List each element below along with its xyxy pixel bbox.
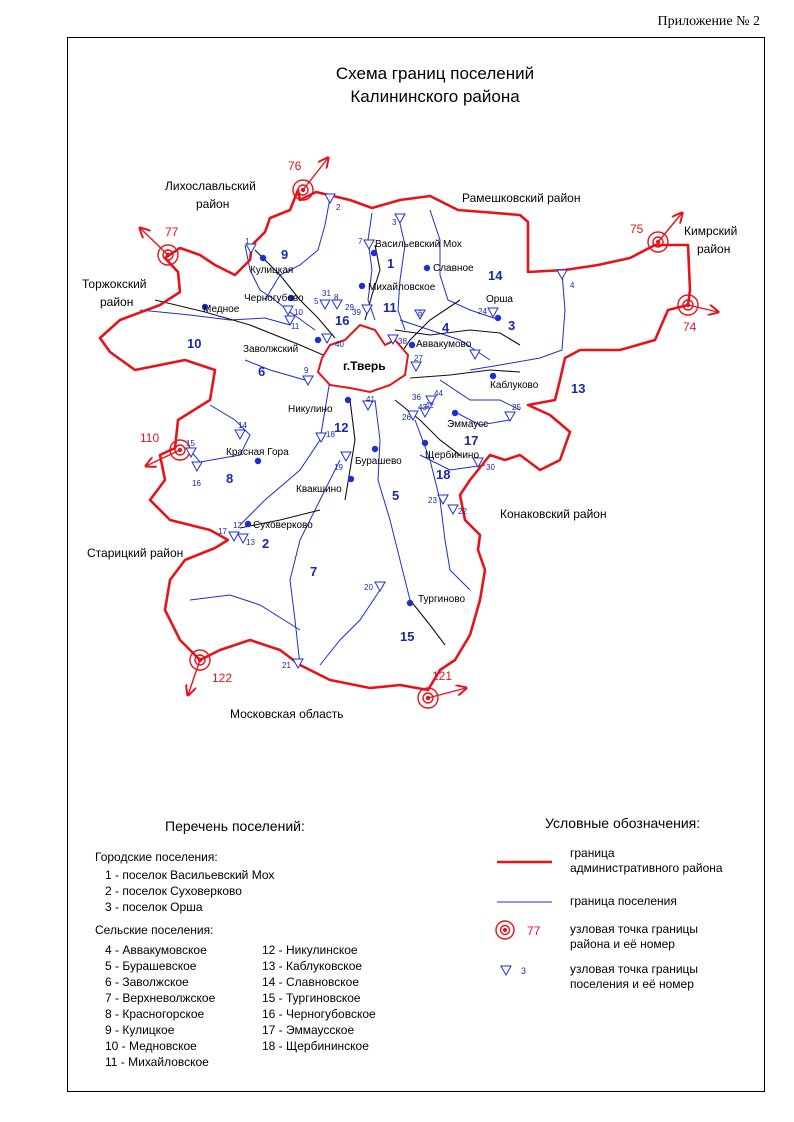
svg-text:Квакшино: Квакшино: [296, 484, 342, 495]
svg-text:18: 18: [326, 430, 335, 439]
svg-text:5: 5: [314, 297, 319, 306]
urban-header: Городские поселения:: [95, 850, 218, 864]
dn-label-77: 77: [165, 225, 179, 239]
svg-text:Лихославльский: Лихославльский: [165, 179, 256, 193]
svg-text:2: 2: [262, 536, 270, 551]
rural-header: Сельские поселения:: [95, 923, 214, 937]
rural-item: 12 - Никулинское: [262, 943, 358, 957]
legend-district-node-text: узловая точка границы района и её номер: [570, 922, 699, 951]
svg-text:9: 9: [304, 366, 309, 375]
svg-text:23: 23: [428, 496, 437, 505]
svg-text:Аввакумово: Аввакумово: [416, 339, 472, 350]
svg-text:3: 3: [508, 318, 516, 333]
district-node-labels: [140, 159, 697, 685]
dn-label-75: 75: [630, 222, 644, 236]
svg-text:43: 43: [418, 403, 427, 412]
svg-text:Торжокский: Торжокский: [82, 277, 147, 291]
urban-item: 2 - поселок Суховерково: [105, 884, 242, 898]
list-title: Перечень поселений:: [165, 818, 305, 834]
svg-text:2: 2: [336, 203, 341, 212]
svg-text:Кимрский: Кимрский: [684, 224, 738, 238]
title-line-1: Схема границ поселений: [335, 64, 535, 83]
svg-text:26: 26: [402, 413, 411, 422]
svg-text:17: 17: [218, 527, 227, 536]
svg-text:13: 13: [571, 381, 586, 396]
svg-text:Рамешковский район: Рамешковский район: [462, 191, 581, 205]
svg-text:8: 8: [226, 471, 234, 486]
rural-item: 8 - Красногорское: [105, 1007, 205, 1021]
svg-text:12: 12: [233, 521, 242, 530]
rural-item: 6 - Заволжское: [105, 975, 189, 989]
legend-settlement-border-text: граница поселения: [570, 894, 677, 908]
svg-text:Бурашево: Бурашево: [355, 456, 402, 467]
svg-text:15: 15: [186, 439, 195, 448]
rural-item: 10 - Медновское: [105, 1039, 197, 1053]
svg-text:18: 18: [436, 467, 451, 482]
svg-text:район: район: [697, 242, 731, 256]
svg-text:14: 14: [488, 268, 503, 283]
svg-text:Тургиново: Тургиново: [418, 594, 466, 605]
svg-text:11: 11: [383, 300, 397, 315]
svg-text:Кулицкая: Кулицкая: [250, 265, 294, 276]
svg-text:Васильевский Мох: Васильевский Мох: [375, 239, 462, 250]
svg-text:Славное: Славное: [433, 263, 474, 274]
appendix-label: Приложение № 2: [657, 14, 760, 29]
svg-text:40: 40: [335, 340, 344, 349]
svg-text:44: 44: [434, 389, 443, 398]
svg-text:Каблуково: Каблуково: [490, 380, 539, 391]
svg-text:25: 25: [512, 403, 521, 412]
district-node-121: [418, 688, 466, 708]
legend-settlement-node-text: узловая точка границы поселения и её номер: [570, 962, 699, 991]
svg-text:11: 11: [291, 322, 300, 331]
svg-text:Никулино: Никулино: [288, 404, 333, 415]
svg-text:Суховерково: Суховерково: [253, 520, 313, 531]
legend-title: Условные обозначения:: [545, 815, 701, 831]
svg-text:Московская область: Московская область: [230, 707, 344, 721]
svg-text:10: 10: [294, 308, 303, 317]
legend-symbols: [496, 862, 552, 976]
svg-text:22: 22: [458, 507, 467, 516]
svg-text:6: 6: [258, 364, 266, 379]
svg-text:7: 7: [358, 237, 363, 246]
legend-district-node-icon: [496, 921, 514, 939]
svg-text:12: 12: [334, 420, 349, 435]
svg-text:41: 41: [366, 395, 375, 404]
svg-text:Михайловское: Михайловское: [368, 282, 436, 293]
svg-text:31: 31: [322, 289, 331, 298]
svg-text:38: 38: [398, 337, 407, 346]
rural-item: 18 - Щербининское: [262, 1039, 369, 1053]
svg-text:Конаковский район: Конаковский район: [500, 507, 607, 521]
rural-item: 17 - Эммаусское: [262, 1023, 355, 1037]
svg-text:1: 1: [387, 256, 395, 271]
svg-text:5: 5: [392, 488, 400, 503]
svg-text:15: 15: [400, 629, 415, 644]
rural-item: 7 - Верхневолжское: [105, 991, 216, 1005]
legend-district-node-num: 77: [527, 924, 541, 938]
dn-label-76: 76: [288, 159, 302, 173]
svg-text:6: 6: [418, 309, 423, 318]
rural-item: 11 - Михайловское: [105, 1055, 209, 1069]
rural-item: 9 - Кулицкое: [105, 1023, 175, 1037]
svg-text:4: 4: [570, 281, 575, 290]
svg-text:16: 16: [335, 313, 350, 328]
dn-label-110: 110: [140, 431, 160, 445]
svg-text:7: 7: [310, 564, 318, 579]
svg-text:21: 21: [282, 661, 291, 670]
svg-text:24: 24: [478, 307, 487, 316]
svg-text:Эммаусс: Эммаусс: [447, 419, 489, 430]
title-line-2: Калининского района: [350, 87, 520, 106]
settlement-numbers: [187, 247, 585, 644]
svg-text:район: район: [100, 295, 134, 309]
svg-text:Черногубово: Черногубово: [244, 293, 304, 304]
rural-item: 5 - Бурашевское: [105, 959, 197, 973]
svg-text:14: 14: [238, 421, 247, 430]
dn-label-122: 122: [212, 671, 233, 685]
place-names: [203, 239, 539, 605]
urban-item: 3 - поселок Орша: [105, 900, 203, 914]
rural-item: 13 - Каблуковское: [262, 959, 363, 973]
svg-text:20: 20: [364, 583, 373, 592]
legend-district-border-text: граница административного района: [570, 846, 723, 875]
svg-text:42: 42: [425, 401, 434, 410]
urban-item: 1 - поселок Васильевский Мох: [105, 868, 275, 882]
svg-text:29: 29: [345, 303, 354, 312]
rural-item: 16 - Черногубовское: [262, 1007, 376, 1021]
svg-text:16: 16: [192, 479, 201, 488]
svg-text:8: 8: [334, 293, 339, 302]
svg-text:1: 1: [245, 237, 250, 246]
dn-label-121: 121: [432, 669, 453, 683]
svg-text:район: район: [196, 197, 230, 211]
svg-text:13: 13: [246, 538, 255, 547]
legend-settlement-node-num: 3: [521, 966, 527, 976]
svg-text:Щербинино: Щербинино: [425, 450, 480, 461]
svg-text:Заволжский: Заволжский: [243, 344, 299, 355]
svg-text:17: 17: [464, 433, 479, 448]
svg-text:Красная Гора: Красная Гора: [226, 447, 289, 458]
dn-label-74: 74: [683, 320, 697, 334]
svg-text:Старицкий район: Старицкий район: [87, 546, 184, 560]
rural-item: 4 - Аввакумовское: [105, 943, 207, 957]
rural-item: 15 - Тургиновское: [262, 991, 361, 1005]
svg-text:19: 19: [334, 463, 343, 472]
svg-text:10: 10: [187, 336, 202, 351]
city-label: г.Тверь: [343, 359, 386, 373]
svg-text:3: 3: [392, 218, 397, 227]
legend-settlement-node-icon: [501, 966, 511, 975]
svg-text:9: 9: [281, 247, 289, 262]
svg-text:Медное: Медное: [203, 304, 240, 315]
svg-text:30: 30: [486, 463, 495, 472]
svg-text:39: 39: [352, 308, 361, 317]
svg-text:4: 4: [442, 320, 450, 335]
svg-text:27: 27: [414, 354, 423, 363]
svg-text:Орша: Орша: [486, 294, 513, 305]
svg-text:36: 36: [412, 393, 421, 402]
rural-item: 14 - Славновское: [262, 975, 360, 989]
